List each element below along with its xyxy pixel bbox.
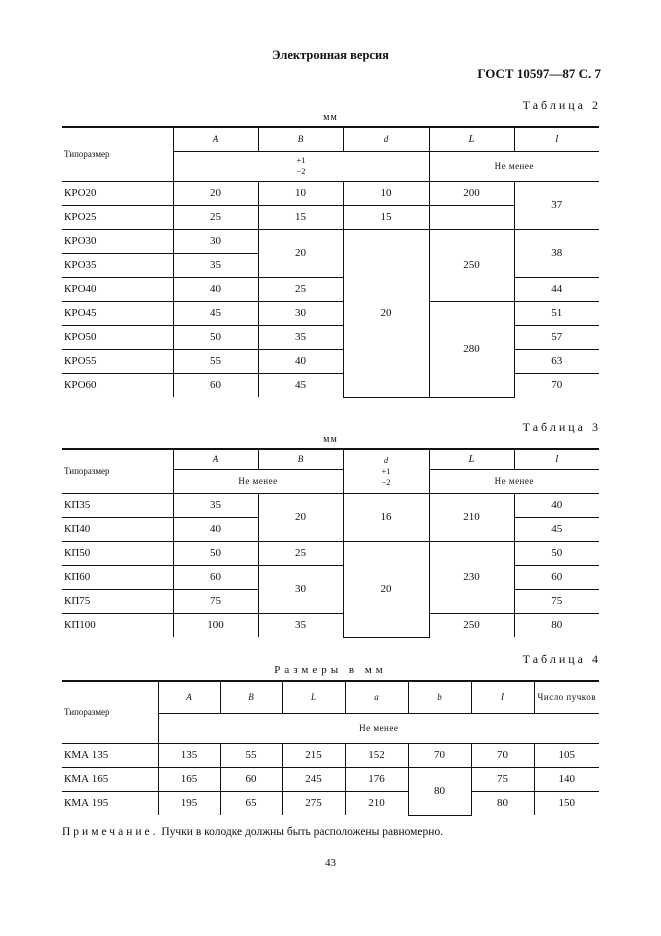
cell-B: 35 [258, 325, 343, 349]
cell-B: 20 [258, 229, 343, 277]
table4-head-a: a [345, 681, 408, 713]
cell-L: 210 [429, 493, 514, 541]
cell-B: 25 [258, 541, 343, 565]
table2-tol-plus: +1 [296, 155, 306, 165]
cell-d: 16 [343, 493, 429, 541]
cell-A: 135 [158, 743, 220, 767]
cell-B: 30 [258, 301, 343, 325]
cell-a: 152 [345, 743, 408, 767]
cell-A: 45 [173, 301, 258, 325]
table-row-name: КМА 165 [62, 767, 158, 791]
cell-d: 15 [343, 205, 429, 229]
table4-caption: Таблица 4 [522, 652, 601, 666]
cell-l: 75 [471, 767, 534, 791]
table4-head-l: l [471, 681, 534, 713]
table4-head-A: A [158, 681, 220, 713]
table-row-name: КП75 [62, 589, 173, 613]
cell-L: 230 [429, 541, 514, 613]
table3-tol-plus: +1 [381, 465, 391, 476]
cell-d: 20 [343, 541, 429, 637]
table3-tol-minus: −2 [381, 476, 391, 487]
cell-L: 215 [282, 743, 345, 767]
table-row-name: КРО60 [64, 379, 97, 392]
table2-head-L: L [429, 127, 514, 151]
table4-unit: Размеры в мм [274, 664, 387, 676]
table2-tol-minus: −2 [296, 166, 306, 176]
cell-l: 80 [514, 613, 599, 637]
table2-head-typesize: Типоразмер [62, 127, 173, 181]
standard-page-header: ГОСТ 10597—87 С. 7 [477, 66, 601, 81]
cell-l: 50 [514, 541, 599, 565]
table-row-name: КРО35 [62, 253, 173, 277]
cell-L: 280 [429, 301, 514, 397]
table-3 [62, 448, 599, 638]
cell-A: 20 [173, 181, 258, 205]
table-row-name: КРО50 [62, 325, 173, 349]
cell-B: 60 [220, 767, 282, 791]
table3-unit: мм [323, 434, 338, 445]
cell-B: 45 [258, 373, 343, 397]
cell-A: 35 [173, 253, 258, 277]
cell-A: 75 [173, 589, 258, 613]
table-4 [62, 680, 599, 816]
table-row-name: КП40 [62, 517, 173, 541]
cell-a: 176 [345, 767, 408, 791]
cell-l: 38 [514, 229, 599, 277]
cell-d: 10 [343, 181, 429, 205]
cell-L: 200 [429, 181, 514, 205]
cell-B: 20 [258, 493, 343, 541]
cell-b: 70 [408, 743, 471, 767]
table4-head-typesize: Типоразмер [62, 681, 158, 743]
cell-L-empty [429, 205, 514, 229]
cell-l: 44 [514, 277, 599, 301]
table4-head-B: B [220, 681, 282, 713]
table2-caption: Таблица 2 [522, 98, 601, 112]
cell-A: 40 [173, 277, 258, 301]
table-row-name: КП50 [62, 541, 173, 565]
table3-head-L: L [429, 449, 514, 469]
cell-l: 80 [471, 791, 534, 815]
table4-head-L: L [282, 681, 345, 713]
table3-d-symbol: d [383, 454, 389, 465]
cell-A: 50 [173, 541, 258, 565]
cell-l: 70 [514, 373, 599, 397]
cell-L: 250 [429, 613, 514, 637]
table-row-name: КРО55 [62, 349, 173, 373]
table4-head-count: Число пучков [534, 681, 599, 713]
cell-l: 60 [514, 565, 599, 589]
table-row-name: КРО25 [62, 205, 173, 229]
cell-B: 35 [258, 613, 343, 637]
cell-l: 63 [514, 349, 599, 373]
table2-head-d: d [343, 127, 429, 151]
cell-A: 60 [173, 373, 258, 397]
cell-B: 10 [258, 181, 343, 205]
table2-unit: мм [323, 112, 338, 123]
table3-head-A: A [173, 449, 258, 469]
cell-l: 57 [514, 325, 599, 349]
table4-head-b: b [408, 681, 471, 713]
cell-A: 40 [173, 517, 258, 541]
table-row-name: КРО40 [62, 277, 173, 301]
cell-B: 30 [258, 565, 343, 613]
cell-B: 15 [258, 205, 343, 229]
cell-A: 50 [173, 325, 258, 349]
cell-count: 105 [534, 743, 599, 767]
cell-count: 140 [534, 767, 599, 791]
table3-head-typesize: Типоразмер [62, 449, 173, 493]
cell-A: 30 [173, 229, 258, 253]
cell-B: 65 [220, 791, 282, 815]
cell-B: 55 [220, 743, 282, 767]
table-row-name: КП100 [64, 619, 96, 632]
table3-head-B: B [258, 449, 343, 469]
cell-count: 150 [534, 791, 599, 815]
table3-min-left: Не менее [173, 469, 343, 493]
cell-A: 100 [173, 613, 258, 637]
table3-head-d [343, 449, 429, 493]
cell-L: 250 [429, 229, 514, 301]
table-row-name: КМА 195 [64, 797, 109, 810]
cell-b: 80 [408, 767, 471, 815]
cell-d: 20 [343, 229, 429, 397]
cell-A: 60 [173, 565, 258, 589]
cell-a: 210 [345, 791, 408, 815]
table3-min-right: Не менее [429, 469, 599, 493]
cell-A: 35 [173, 493, 258, 517]
cell-A: 195 [158, 791, 220, 815]
cell-L: 245 [282, 767, 345, 791]
table3-head-l: l [514, 449, 599, 469]
cell-A: 55 [173, 349, 258, 373]
table-row-name: КРО45 [62, 301, 173, 325]
cell-l: 75 [514, 589, 599, 613]
cell-l: 70 [471, 743, 534, 767]
table-row-name: КРО30 [62, 229, 173, 253]
table-row-name: КП35 [62, 493, 173, 517]
electronic-version-label: Электронная версия [272, 48, 389, 62]
table-row-name: КП60 [62, 565, 173, 589]
cell-B: 40 [258, 349, 343, 373]
table-row-name: КМА 135 [62, 743, 158, 767]
cell-l: 40 [514, 493, 599, 517]
cell-A: 165 [158, 767, 220, 791]
cell-l: 45 [514, 517, 599, 541]
table3-caption: Таблица 3 [522, 420, 601, 434]
table2-head-A: A [173, 127, 258, 151]
cell-l: 37 [514, 181, 599, 229]
table2-head-l: l [514, 127, 599, 151]
note [62, 826, 443, 838]
table2-head-B: B [258, 127, 343, 151]
cell-B: 25 [258, 277, 343, 301]
note-label: Примечание. [62, 826, 159, 838]
table4-min-label: Не менее [158, 713, 599, 743]
note-text: Пучки в колодке должны быть расположены равномерно. [158, 826, 444, 838]
cell-A: 25 [173, 205, 258, 229]
page-number: 43 [325, 857, 336, 869]
table2-min-label: Не менее [429, 151, 599, 181]
cell-L: 275 [282, 791, 345, 815]
table-row-name: КРО20 [62, 181, 173, 205]
table-2 [62, 126, 599, 398]
table2-tolerance [173, 151, 429, 181]
cell-l: 51 [514, 301, 599, 325]
